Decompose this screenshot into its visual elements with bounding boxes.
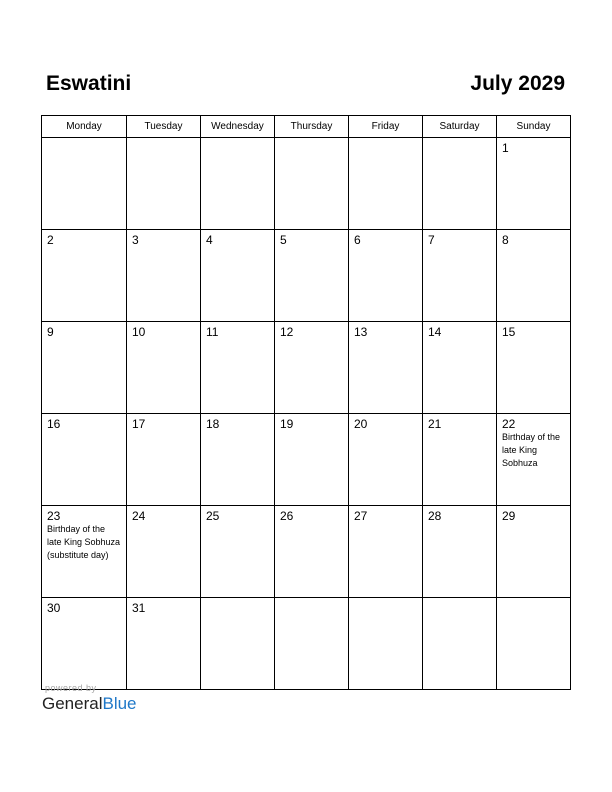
day-cell [201,230,275,322]
day-number: 29 [502,509,516,523]
day-cell [423,230,497,322]
day-number: 13 [354,325,368,339]
calendar-week-row [42,230,571,322]
day-number: 12 [280,325,294,339]
day-number: 26 [280,509,294,523]
holiday-event: Birthday of the late King Sobhuza (substitute day) [47,524,121,560]
day-number: 7 [428,233,435,247]
weekday-thursday: Thursday [275,116,349,138]
day-cell [127,414,201,506]
day-cell [423,138,497,230]
weekday-friday: Friday [349,116,423,138]
month-title: July 2029 [470,72,565,95]
day-cell [275,598,349,690]
day-number: 14 [428,325,442,339]
calendar-grid [41,115,571,690]
day-cell [275,506,349,598]
day-number: 10 [132,325,146,339]
day-cell [42,506,127,598]
day-cell [497,414,571,506]
day-cell [275,414,349,506]
day-cell [275,138,349,230]
day-number: 22 [502,417,516,431]
calendar-week-row [42,598,571,690]
day-cell [127,230,201,322]
day-number: 25 [206,509,220,523]
day-cell [275,322,349,414]
day-cell [423,322,497,414]
day-number: 8 [502,233,509,247]
day-cell [201,414,275,506]
day-number: 1 [502,141,509,155]
country-title: Eswatini [46,72,132,95]
powered-by-label: powered by [45,683,97,693]
day-cell [497,230,571,322]
day-cell [423,414,497,506]
weekday-monday: Monday [42,116,127,138]
day-number: 2 [47,233,54,247]
day-cell [201,322,275,414]
day-number: 30 [47,601,61,615]
day-cell [349,230,423,322]
day-cell [127,598,201,690]
day-cell [201,138,275,230]
day-number: 27 [354,509,368,523]
weekday-sunday: Sunday [497,116,571,138]
day-cell [497,138,571,230]
day-cell [349,506,423,598]
day-cell [497,506,571,598]
calendar-week-row [42,506,571,598]
day-cell [349,322,423,414]
day-cell [201,598,275,690]
day-cell [127,138,201,230]
day-number: 23 [47,509,61,523]
day-number: 3 [132,233,139,247]
day-cell [42,414,127,506]
day-cell [423,598,497,690]
day-number: 19 [280,417,294,431]
day-number: 20 [354,417,368,431]
weekday-tuesday: Tuesday [127,116,201,138]
day-cell [349,598,423,690]
day-number: 17 [132,417,146,431]
day-number: 24 [132,509,146,523]
weekday-wednesday: Wednesday [201,116,275,138]
day-number: 6 [354,233,361,247]
day-cell [275,230,349,322]
calendar-week-row [42,414,571,506]
generalblue-logo[interactable] [42,694,137,714]
day-number: 11 [206,325,219,339]
day-number: 15 [502,325,516,339]
day-number: 5 [280,233,287,247]
day-cell [42,138,127,230]
day-cell [497,322,571,414]
day-number: 31 [132,601,146,615]
day-cell [349,414,423,506]
calendar-week-row [42,138,571,230]
day-number: 4 [206,233,213,247]
weekday-saturday: Saturday [423,116,497,138]
holiday-event: Birthday of the late King Sobhuza [502,432,561,468]
day-cell [42,230,127,322]
calendar-week-row [42,322,571,414]
day-number: 16 [47,417,61,431]
day-cell [423,506,497,598]
day-number: 18 [206,417,220,431]
weekday-header-row [42,116,571,138]
day-cell [201,506,275,598]
day-cell [497,598,571,690]
day-number: 21 [428,417,442,431]
day-cell [127,322,201,414]
brand-general: General [42,694,103,713]
brand-blue: Blue [102,694,137,713]
day-cell [349,138,423,230]
day-cell [127,506,201,598]
day-number: 9 [47,325,54,339]
day-cell [42,322,127,414]
day-cell [42,598,127,690]
day-number: 28 [428,509,442,523]
